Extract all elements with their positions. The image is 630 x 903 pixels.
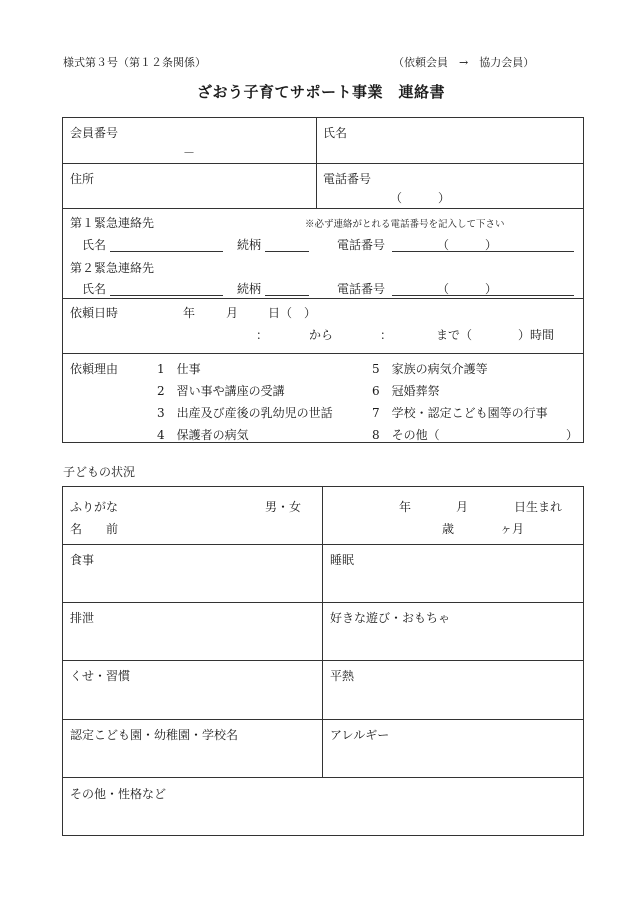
reason-option: 6 冠婚葬祭 [372,384,440,398]
request-reason-label: 依頼理由 [70,362,119,376]
time-end-colon: ： [380,328,393,342]
time-hours-label: ）時間 [518,328,555,342]
row-divider [62,660,584,661]
birth-year-label: 年 [399,500,412,514]
age-years-label: 歳 [442,522,455,536]
reason-option: 7 学校・認定こども園等の行事 [372,406,548,420]
emergency-2-relation-line [265,295,309,296]
other-personality-label: その他・性格など [70,787,167,801]
row-divider [62,163,584,164]
row-divider [62,208,584,209]
meals-label: 食事 [70,553,95,567]
emergency-2-name-label: 氏名 [82,282,107,296]
furigana-label: ふりがな [70,500,119,514]
normal-temperature-label: 平熱 [330,669,355,683]
name-label: 氏名 [323,126,348,140]
date-year-label: 年 [183,306,196,320]
emergency-1-name-label: 氏名 [82,238,107,252]
reason-option: 1 仕事 [157,362,201,376]
date-day-label: 日（ ） [268,306,317,320]
allergy-label: アレルギー [330,728,390,742]
row-divider [62,544,584,545]
emergency-contact-1-label: 第１緊急連絡先 [70,216,155,230]
sleep-label: 睡眠 [330,553,355,567]
column-divider [316,117,317,208]
reason-option: 5 家族の病気介護等 [372,362,488,376]
birth-suffix-label: 日生まれ [514,500,563,514]
favorite-play-label: 好きな遊び・おもちゃ [330,611,451,625]
emergency-2-phone-label: 電話番号 [337,282,386,296]
emergency-1-name-line [110,251,223,252]
child-name-label: 名 前 [70,522,119,536]
age-months-label: ヶ月 [500,522,525,536]
member-number-dash: － [183,146,196,160]
row-divider [62,602,584,603]
phone-label: 電話番号 [323,172,372,186]
emergency-note: ※必ず連絡がとれる電話番号を記入して下さい [305,219,505,230]
row-divider [62,719,584,720]
request-direction: （依頼会員 → 協力会員） [393,56,535,69]
habits-label: くせ・習慣 [70,669,131,683]
emergency-2-relation-label: 続柄 [237,282,262,296]
row-divider [62,353,584,354]
gender-label: 男・女 [265,500,302,514]
reason-option: 8 その他（ [372,428,440,442]
child-info-table [62,486,584,836]
emergency-2-name-line [110,295,223,296]
member-number-label: 会員番号 [70,126,119,140]
time-from-label: から [309,328,334,342]
excretion-label: 排泄 [70,611,95,625]
row-divider [62,777,584,778]
phone-area-code-paren: （ ） [390,191,451,205]
reason-option: 2 習い事や講座の受講 [157,384,285,398]
time-start-colon: ： [256,328,269,342]
emergency-1-relation-label: 続柄 [237,238,262,252]
reason-option: 3 出産及び産後の乳幼児の世話 [157,406,333,420]
column-divider [322,486,323,777]
birth-month-label: 月 [456,500,469,514]
request-info-table [62,117,584,443]
date-month-label: 月 [226,306,239,320]
form-number: 様式第３号（第１２条関係） [63,56,206,69]
emergency-contact-2-label: 第２緊急連絡先 [70,261,155,275]
row-divider [62,298,584,299]
time-until-label: まで（ [436,328,473,342]
emergency-1-phone-label: 電話番号 [337,238,386,252]
emergency-1-phone-paren: （ ） [437,238,498,252]
page-title: ざおう子育てサポート事業 連絡書 [197,83,446,101]
emergency-2-phone-paren: （ ） [437,282,498,296]
address-label: 住所 [70,172,95,186]
school-name-label: 認定こども園・幼稚園・学校名 [70,728,239,742]
emergency-1-relation-line [265,251,309,252]
request-datetime-label: 依頼日時 [70,306,119,320]
child-status-heading: 子どもの状況 [63,465,136,479]
reason-option: 4 保護者の病気 [157,428,249,442]
reason-other-close-paren: ） [566,428,579,442]
